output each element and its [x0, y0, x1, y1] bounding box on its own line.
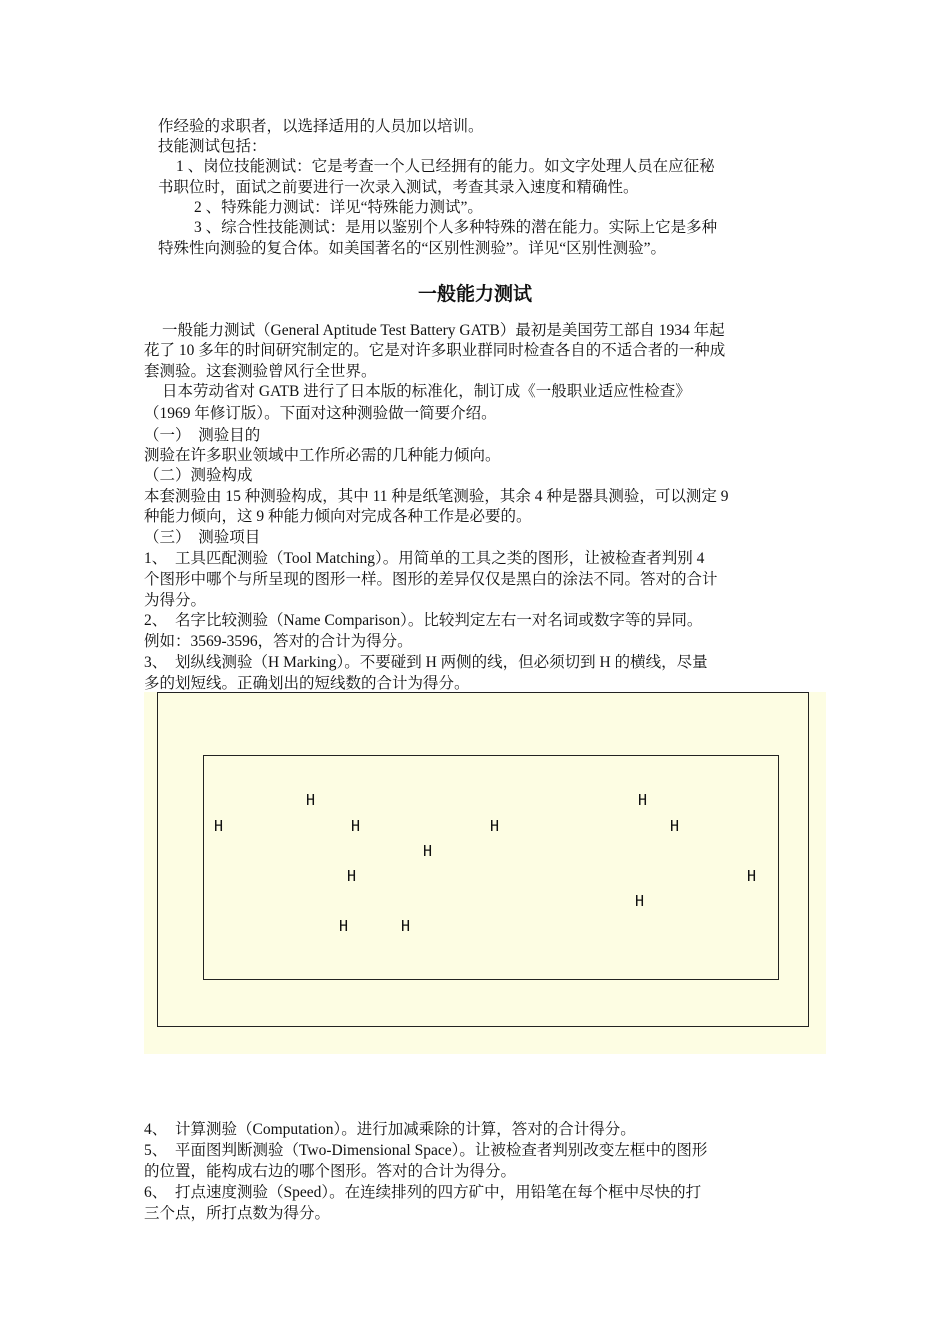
h-mark: H — [670, 817, 680, 835]
intro-line: 作经验的求职者，以选择适用的人员加以培训。 — [158, 118, 484, 135]
body-line: （1969 年修订版）。下面对这种测验做一简要介绍。 — [144, 405, 497, 422]
body-line: 一般能力测试（General Aptitude Test Battery GATB）最初是美国劳工部自 1934 年起 — [162, 322, 725, 339]
h-mark: H — [401, 917, 411, 935]
tail-line: 三个点，所打点数为得分。 — [144, 1205, 331, 1222]
body-line: 种能力倾向，这 9 种能力倾向对完成各种工作是必要的。 — [144, 508, 532, 525]
body-line: 花了 10 多年的时间研究制定的。它是对许多职业群同时检查各自的不适合者的一种成 — [144, 342, 726, 359]
body-line: （一） 测验目的 — [144, 427, 261, 444]
intro-line: 特殊性向测验的复合体。如美国著名的“区别性测验”。详见“区别性测验”。 — [158, 240, 667, 257]
body-line: 套测验。这套测验曾风行全世界。 — [144, 363, 377, 380]
tail-line: 6、 打点速度测验（Speed）。在连续排列的四方矿中，用铅笔在每个框中尽快的打 — [144, 1184, 702, 1201]
body-line: （二）测验构成 — [144, 467, 253, 484]
h-mark: H — [635, 892, 645, 910]
h-mark: H — [423, 842, 433, 860]
h-mark: H — [638, 791, 648, 809]
intro-line: 3 、综合性技能测试：是用以鉴别个人多种特殊的潜在能力。实际上它是多种 — [194, 219, 718, 236]
body-line: 个图形中哪个与所呈现的图形一样。图形的差异仅仅是黑白的涂法不同。答对的合计 — [144, 571, 718, 588]
body-line: 测验在许多职业领域中工作所必需的几种能力倾向。 — [144, 447, 501, 464]
intro-line: 1 、岗位技能测试：它是考查一个人已经拥有的能力。如文字处理人员在应征秘 — [176, 158, 715, 175]
body-line: 2、 名字比较测验（Name Comparison）。比较判定左右一对名词或数字等的异同。 — [144, 612, 703, 629]
h-mark: H — [747, 867, 757, 885]
figure-inner-frame — [203, 755, 779, 980]
h-mark: H — [214, 817, 224, 835]
intro-line: 技能测试包括： — [158, 138, 267, 155]
h-mark: H — [306, 791, 316, 809]
h-mark: H — [347, 867, 357, 885]
tail-line: 5、 平面图判断测验（Two-Dimensional Space）。让被检查者判别改变左框中的图形 — [144, 1142, 708, 1159]
body-line: 1、 工具匹配测验（Tool Matching）。用简单的工具之类的图形，让被检查者判别 4 — [144, 550, 705, 567]
body-line: 例如：3569-3596，答对的合计为得分。 — [144, 633, 413, 650]
tail-line: 4、 计算测验（Computation）。进行加减乘除的计算，答对的合计得分。 — [144, 1121, 636, 1138]
h-mark: H — [490, 817, 500, 835]
body-line: 日本劳动省对 GATB 进行了日本版的标准化，制订成《一般职业适应性检查》 — [162, 383, 691, 400]
body-line: 3、 划纵线测验（H Marking）。不要碰到 H 两侧的线，但必须切到 H 的横线，尽量 — [144, 654, 708, 671]
body-line: 为得分。 — [144, 592, 207, 609]
section-title: 一般能力测试 — [417, 283, 532, 305]
intro-line: 书职位时，面试之前要进行一次录入测试，考查其录入速度和精确性。 — [158, 179, 639, 196]
h-mark: H — [351, 817, 361, 835]
body-line: 多的划短线。正确划出的短线数的合计为得分。 — [144, 675, 470, 692]
intro-line: 2 、特殊能力测试：详见“特殊能力测试”。 — [194, 199, 483, 216]
h-mark: H — [339, 917, 349, 935]
body-line: （三） 测验项目 — [144, 529, 261, 546]
body-line: 本套测验由 15 种测验构成，其中 11 种是纸笔测验，其余 4 种是器具测验，可以测定 9 — [144, 488, 729, 505]
tail-line: 的位置，能构成右边的哪个图形。答对的合计为得分。 — [144, 1163, 517, 1180]
